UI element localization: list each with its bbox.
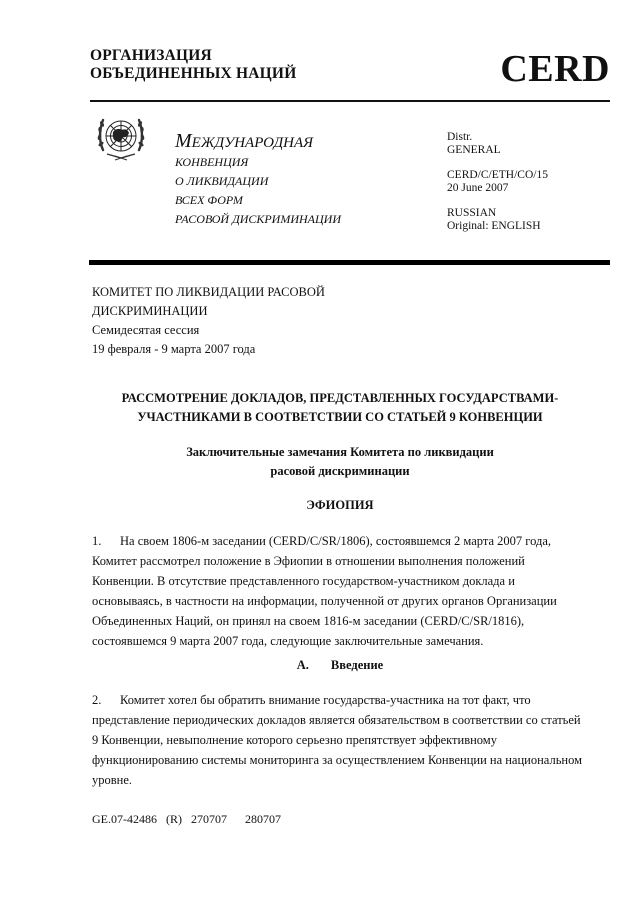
session-dates: 19 февраля - 9 марта 2007 года: [92, 342, 256, 356]
header-divider: [90, 100, 610, 102]
distr-label: Distr.: [447, 131, 473, 143]
original-language: Original: ENGLISH: [447, 220, 541, 232]
doc-date: 20 June 2007: [447, 182, 509, 194]
country-heading: ЭФИОПИЯ: [306, 498, 374, 512]
session-name: Семидесятая сессия: [92, 323, 200, 337]
title-line1: РАССМОТРЕНИЕ ДОКЛАДОВ, ПРЕДСТАВЛЕННЫХ ГОСУДАРСТВАМИ-: [121, 391, 559, 405]
committee-info: [92, 283, 325, 359]
doc-symbol: CERD/C/ETH/CO/15: [447, 169, 548, 181]
convention-line2: КОНВЕНЦИЯ: [175, 155, 249, 169]
paragraph-text: Комитет хотел бы обратить внимание государства-участника на тот факт, что представление периодических докладов является обязательством в соответствии со статьей 9 Конвенции, невыполнение которого серьезно препятствует эффективному функционированию системы мониторинга за осуществлением Конвенции на национальном уровне.: [92, 693, 583, 787]
distribution-type: GENERAL: [447, 144, 501, 156]
convention-initial: М: [175, 130, 192, 152]
document-symbol-heading: CERD: [500, 48, 610, 90]
org-name-line2: ОБЪЕДИНЕННЫХ НАЦИЙ: [90, 65, 297, 82]
organization-name: [90, 47, 296, 83]
section-title: Введение: [330, 658, 384, 672]
subtitle-line1: Заключительные замечания Комитета по ликвидации: [186, 445, 494, 459]
subtitle-line2: расовой дискриминации: [270, 464, 410, 478]
masthead-divider: [89, 260, 610, 265]
document-subtitle: [80, 443, 600, 481]
convention-line1-rest: ЕЖДУНАРОДНАЯ: [191, 135, 314, 151]
section-a-heading: [80, 656, 600, 675]
convention-line1: [175, 132, 341, 153]
title-line2: УЧАСТНИКАМИ В СООТВЕТСТВИИ СО СТАТЬЕЙ 9 КОНВЕНЦИИ: [137, 410, 543, 424]
convention-line3: О ЛИКВИДАЦИИ: [175, 174, 269, 188]
org-name-line1: ОРГАНИЗАЦИЯ: [90, 47, 212, 64]
document-metadata: [447, 131, 548, 233]
paragraph-text: На своем 1806-м заседании (CERD/C/SR/1806), состоявшемся 2 марта 2007 года, Комитет рассмотрел положение в Эфиопии в отношении выполнения положений Конвенции. В отсутствие представленного государством-участником доклада и основываясь, в частности на информации, полученной от других органов Организации Объединенных Наций, он принял на своем 1816-м заседании (CERD/C/SR/1816), состоявшемся 9 марта 2007 года, следующие заключительные замечания.: [92, 534, 557, 648]
convention-line5: РАСОВОЙ ДИСКРИМИНАЦИИ: [175, 212, 342, 226]
paragraph-number: 1.: [92, 534, 102, 548]
convention-title: [175, 132, 341, 229]
paragraph-number: 2.: [92, 693, 102, 707]
paragraph-1: [92, 531, 582, 651]
convention-line4: ВСЕХ ФОРМ: [175, 193, 243, 207]
doc-language: RUSSIAN: [447, 207, 497, 219]
job-number-footer: GE.07-42486 (R) 270707 280707: [92, 812, 281, 826]
document-title: [80, 389, 640, 427]
committee-line1: КОМИТЕТ ПО ЛИКВИДАЦИИ РАСОВОЙ: [92, 285, 325, 299]
un-emblem-icon: [93, 110, 149, 166]
committee-line2: ДИСКРИМИНАЦИИ: [92, 304, 208, 318]
section-letter: A.: [296, 658, 309, 672]
paragraph-2: [92, 690, 582, 790]
